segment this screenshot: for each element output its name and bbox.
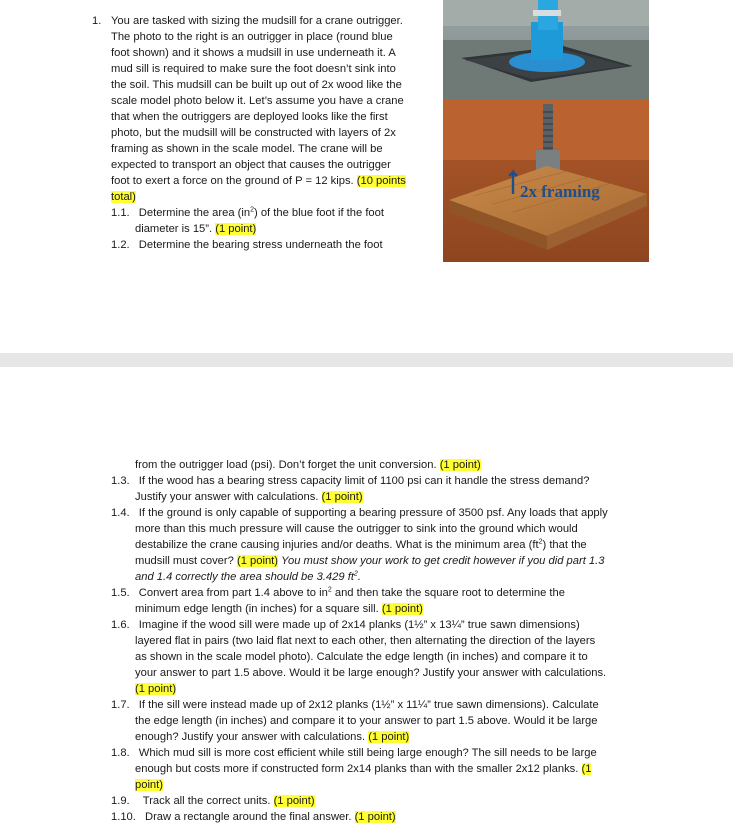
part-number: 1.6. (111, 619, 130, 631)
part-1-6-line: as shown in the scale model photo). Calculate the edge length (in inches) and compare it to (135, 651, 588, 663)
part-1-7-line: the edge length (in inches) and compare it to your answer to part 1.5 above. Would it be large (135, 715, 598, 727)
points-badge: (1 point) (236, 555, 279, 567)
intro-line (111, 174, 406, 189)
document-page-1 (0, 0, 733, 353)
part-1-3 (111, 474, 589, 489)
intro-line (111, 190, 136, 205)
points-badge: (1 point) (273, 795, 315, 807)
part-text: If the sill were instead made up of 2x12 planks (1½” x 11¼” true sawn dimensions). Calculate (138, 699, 599, 711)
part-1-2 (111, 238, 383, 253)
part-1-5 (111, 586, 565, 601)
intro-line: framing as shown in the scale model. The crane will be (111, 143, 383, 155)
part-1-4-line: more than this much pressure will cause the outrigger to sink into the ground which would (135, 523, 578, 535)
part-text: enough but costs more if constructed form 2x14 planks than with the smaller 2x12 planks. (135, 763, 579, 775)
intro-line: You are tasked with sizing the mudsill for a crane outrigger. (111, 15, 403, 27)
part-text: Draw a rectangle around the final answer. (145, 811, 352, 823)
part-text: minimum edge length (in inches) for a square sill. (135, 603, 379, 615)
part-1-1-line-2 (135, 222, 256, 237)
problem-number: 1. (92, 15, 102, 27)
part-text: Imagine if the wood sill were made up of 2x14 planks (1½” x 13¼” true sawn dimensions) (138, 619, 580, 631)
points-badge-cont: point) (135, 779, 163, 791)
part-1-4-line (135, 554, 604, 569)
part-number: 1.9. (111, 795, 130, 807)
arrow-up-icon (508, 166, 520, 196)
superscript: 2 (538, 538, 543, 546)
points-badge: (1 point) (381, 603, 423, 615)
points-badge: (1 point) (368, 731, 410, 743)
part-note: You must show your work to get credit however if you did part 1.3 (281, 555, 605, 567)
part-text: from the outrigger load (psi). Don’t forget the unit conversion. (135, 459, 437, 471)
part-number: 1.7. (111, 699, 130, 711)
intro-line: expected to transport an object that causes the outrigger (111, 159, 391, 171)
intro-line: the soil. This mudsill can be built up out of 2x wood like the (111, 79, 402, 91)
outrigger-photo (443, 0, 649, 262)
part-note: . (357, 571, 361, 583)
points-badge: (1 point) (354, 811, 396, 823)
part-1-6-line: your answer to part 1.5 above. Would it be large enough? Justify your answer with calculations. (135, 667, 607, 679)
superscript: 2 (250, 206, 254, 214)
part-1-10 (111, 810, 396, 825)
part-number: 1.3. (111, 475, 130, 487)
part-text: ) that the (542, 539, 587, 551)
part-text: ) of the blue foot if the foot (254, 207, 384, 219)
part-1-7-line (135, 730, 409, 745)
part-number: 1.1. (111, 207, 130, 219)
part-text: and then take the square root to determine the (334, 587, 565, 599)
part-1-8 (111, 746, 597, 761)
part-1-6-line (135, 682, 176, 697)
points-badge: (1 point) (135, 683, 177, 695)
part-1-2-continued (135, 458, 481, 473)
part-1-9 (111, 794, 315, 809)
superscript: 2 (327, 586, 332, 594)
part-text: Track all the correct units. (142, 795, 271, 807)
part-text: destabilize the crane causing injuries and/or deaths. What is the minimum area (ft (135, 539, 539, 551)
photo-caption: 2x framing (520, 182, 600, 201)
part-text: Which mud sill is more cost efficient while still being large enough? The sill needs to be large (138, 747, 597, 759)
part-1-3-line-2 (135, 490, 363, 505)
points-badge: (1 point) (215, 223, 257, 235)
part-number: 1.5. (111, 587, 130, 599)
points-badge: (1 (581, 763, 592, 775)
superscript: 2 (353, 570, 358, 578)
part-1-6-line: layered flat in pairs (two laid flat next to each other, then alternating the direction of the layers (135, 635, 596, 647)
part-number: 1.4. (111, 507, 130, 519)
part-1-5-line-2 (135, 602, 423, 617)
points-badge: (1 point) (439, 459, 481, 471)
intro-line: The photo to the right is an outrigger in place (round blue (111, 31, 393, 43)
part-number: 1.10. (111, 811, 136, 823)
part-text: enough? Justify your answer with calculations. (135, 731, 366, 743)
intro-line: that when the outriggers are deployed looks like the first (111, 111, 388, 123)
intro-line: foot shown) and it shows a mudsill in use underneath it. A (111, 47, 396, 59)
outrigger-photo-image (443, 0, 649, 262)
intro-line: mud sill is required to make sure the foot doesn’t sink into (111, 63, 396, 75)
points-total: (10 points (356, 175, 406, 187)
part-text: Convert area from part 1.4 above to in (138, 587, 328, 599)
intro-line: photo, but the mudsill will be constructed with layers of 2x (111, 127, 396, 139)
points-badge: (1 point) (321, 491, 363, 503)
part-text: Determine the area (in (138, 207, 251, 219)
part-text: Determine the bearing stress underneath the foot (138, 239, 383, 251)
part-note: and 1.4 correctly the area should be 3.429 ft (135, 571, 354, 583)
part-text: Justify your answer with calculations. (135, 491, 319, 503)
part-text: diameter is 15”. (135, 223, 213, 235)
part-1-4 (111, 506, 608, 521)
part-text: If the ground is only capable of supporting a bearing pressure of 3500 psf. Any loads that apply (138, 507, 608, 519)
part-number: 1.8. (111, 747, 130, 759)
part-1-1 (111, 206, 384, 221)
part-number: 1.2. (111, 239, 130, 251)
part-text: If the wood has a bearing stress capacity limit of 1100 psi can it handle the stress demand? (138, 475, 590, 487)
part-1-8-line (135, 778, 163, 793)
part-1-6 (111, 618, 580, 633)
part-1-4-line (135, 570, 361, 585)
intro-last-text: foot to exert a force on the ground of P = 12 kips. (111, 175, 354, 187)
part-text: mudsill must cover? (135, 555, 234, 567)
part-1-8-line (135, 762, 591, 777)
intro-line: scale model photo below it. Let’s assume you have a crane (111, 95, 404, 107)
points-total-cont: total) (111, 191, 136, 203)
part-1-7 (111, 698, 599, 713)
document-page-2 (0, 367, 733, 825)
part-1-4-line (135, 538, 587, 553)
